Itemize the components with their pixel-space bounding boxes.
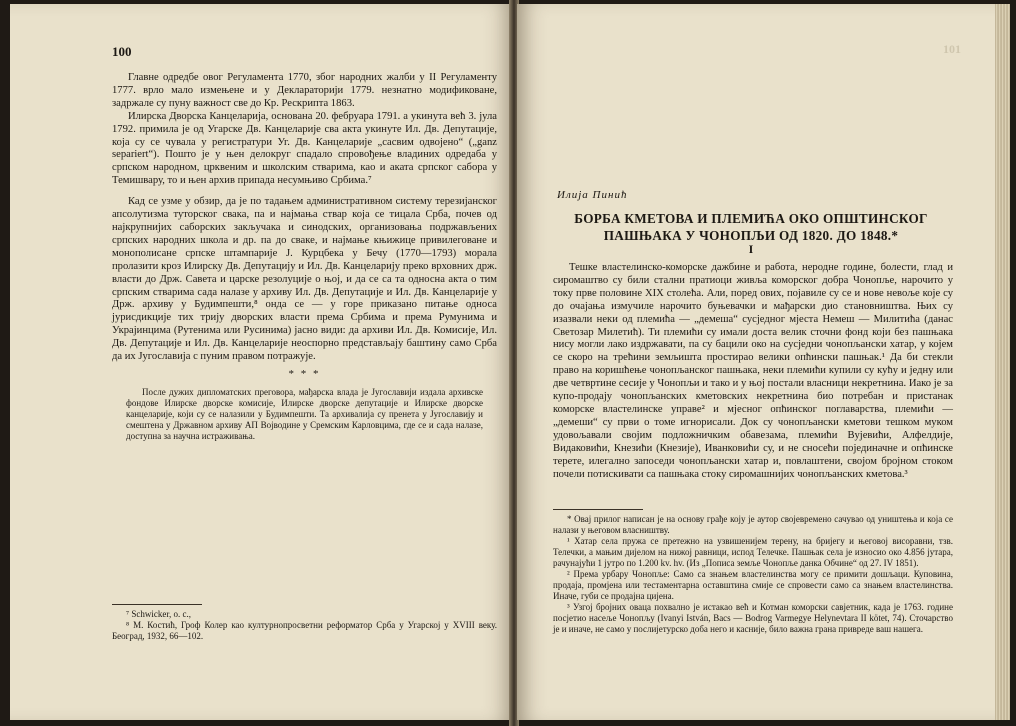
right-main-text [553,262,953,481]
ghost-page-number: 101 [943,42,961,56]
paragraph: Тешке властелинско-коморске дажбине и работа, неродне године, болести, глад и сиромаштво су били стални пратиоци живља коморског добра Чонопље, нарочито у току прве половине XIX столећа. Али, поред ових, појавиле су се и нове невоље које су до очајања измучиле нарочито буњевачки и мађарски дио становништва. Њих су изазвали неки од племића — „демеша“ сусједног мјеста Немеш — Милитића (данас Светозар Милетић). Ти племићи су имали доста велик сточни фонд који без пашњака нису могли лако издржавати, па су бацили око на сусједни чонопљански хатар, у којем се скоро на трећини земљишта простирао велики опћински пашњак.¹ Да би стекли право на коришћење чонопљанског пашњака, неки племићи купили су кућу и једну или две четвртине сесије у Чонопљи и тако и у њој постали власници некретнина. Иако је за купо-продају чонопљанских кметовских некретнина био потребан и пристанак коморске властелинске управе² и мјесног опћинског поглаварства, племићи — „демеши“ су први о томе игнорисали. Док су чонопљански кметови тешком муком удовољавали својим подложничким обавезама, племићи Вујевићи, Алфелдије, Видаковићи, Кнезићи (Кнезије), Иванковићи су, и не сносећи појединачне и опћинске терете, илегално запоседи чонопљански хатар и, повлаштени, својом бројном стоком почели потискивати са пашњака стоку сиромашнијих чонопљанских кметова.³ [553,262,953,480]
left-main-text [112,72,497,442]
footnote: ¹ Хатар села пружа се претежно на узвишенијем терену, на бријегу и његовој висоравни, тзв. Телечки, а мањим дијелом на нижој равници, испод Телечке. Пашњак села је износио око 4.856 јутара, рачунајући 1 јутро по 1.200 kv. hv. (Из „Пописа земље Чонопље данка Обчине“ од 27. IV 1851). [553,536,953,568]
paragraph: Кад се узме у обзир, да је по тадањем административном систему терезијанског апсолутизма туторског свака, па и најмања ствар која се тицала Срба, почев од најкрупнијих саборских закључака и синодских, организовања подржављених српских народних школа и др. па до сваке, и најмање књижице привилеговане и монополисане српске штампарије Ј. Курцбека у Бечу (1770—1793) морала пролазити кроз Илирску Дв. Депутацију и Ил. Дв. Канцеларију преко врховних држ. власти до Држ. Савета и царске резолуције о њој, и да се са та односна акта о тим српским стварима сада налазе у архиву Ил. Дв. Депутације и Ил. Дв. Канцеларије у Држ. архиву у Будимпешти,⁸ онда се — у горе приказано питање односа јурисдикције тих трију дворских власти према Србима и према Румунима и Украјинцима (Рутенима или Русинима) јасно види: да архиви Ил. Дв. Комисије, Ил. Дв. Депутације и Ил. Дв. Канцеларије неоспорно представљају баштину само Срба да их Југославија с пуним правом потражује. [112,196,497,363]
right-page [517,4,995,720]
left-page [10,4,513,720]
author-name: Илија Пинић [557,189,628,201]
paragraph: Главне одредбе овог Регуламента 1770, због народних жалби у II Регуламенту 1777. врло мало измењене и у Деклараторији 1779. незнатно модификоване, задржале су пуну важност све до Кр. Рескрипта 1863. [112,72,497,109]
footnote: ³ Узгој бројних оваца похвално је истакао већ и Котман коморски савјетник, када је 1763. године посјетио насеље Чонопљу (Ivanyi István, Bacs — Bodrog Varmegye Helynevtara II kötet, 74). Сточарство је и иначе, не само у послијетурско доба него и касније, било важна грана привреде ваш нашега. [553,602,953,634]
section-separator: * * * [288,367,321,380]
page-edges [995,4,1010,720]
footnote: ² Према урбару Чонопље: Само са знањем властелинства могу се примити дошљаци. Куповина, продаја, промјена или тестаментарна оставштина смије се спровести само са знањем властелинства. Иначе, губи се продајна цијена. [553,569,953,601]
note-paragraph: После дужих дипломатских преговора, мађарска влада је Југославији издала архивске фондове Илирске дворске комисије, Илирске дворске депутације и Илирске дворске канцеларије, који су се налазили у Будимпешти. Та архивалија су пренета у Југославију и смештена у Државном архиву АП Војводине у Сремским Карловцима, где се и сада налазе, доступна за научна истраживања. [126,386,483,441]
right-footnotes [553,514,953,635]
footnote-rule [112,604,202,605]
paragraph: Илирска Дворска Канцеларија, основана 20. фебруара 1791. а укинута већ 3. јула 1792. примила је од Угарске Дв. Канцеларије сва акта укинуте Ил. Дв. Депутације, која су се чувала у регистратури Уг. Дв. Канцеларије „сасвим одвојено“ („ganz separiert“). Пошто је у њен делокруг спадало спровођење владиних одредаба у српском народном, црквеним и школским стварима, као и аката српског сабора у Темишвару, то и њен архив припада несумњиво Србима.⁷ [112,110,497,187]
article-title: БОРБА КМЕТОВА И ПЛЕМИЋА ОКО ОПШТИНСКОГ ПАШЊАКА У ЧОНОПЉИ ОД 1820. ДО 1848.* [574,211,928,243]
left-footnotes [112,609,497,642]
footnote: ⁸ М. Костић, Гроф Колер као културнопросветни реформатор Срба у Угарској у XVIII веку. Београд, 1932, 66—102. [112,620,497,641]
page-number: 100 [112,44,132,59]
footnote-rule [553,509,643,510]
section-number: I [748,242,754,256]
footnote: ⁷ Schwicker, o. c., [126,609,192,619]
footnote: * Овај прилог написан је на основу грађе коју је аутор својевремено сачувао од уништења и која се налази у његовом власништву. [553,514,953,535]
